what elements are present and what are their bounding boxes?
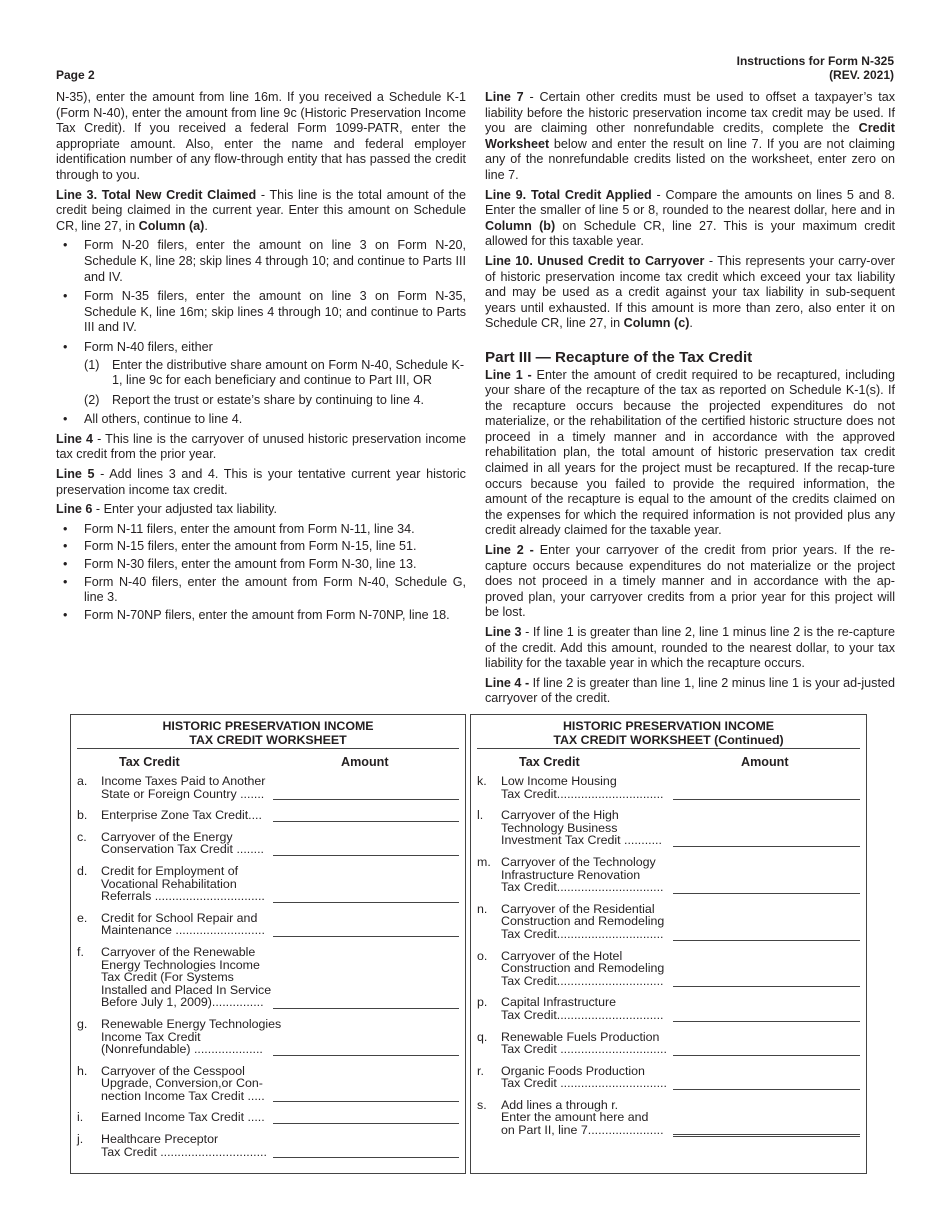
worksheet-row	[71, 1018, 465, 1056]
amount-entry-line[interactable]	[273, 799, 459, 800]
description-line: Income Tax Credit	[101, 1029, 201, 1044]
worksheet-right	[470, 714, 867, 1174]
list-item: • Form N-40 filers, enter the amount from Form N-40, Schedule G, line 3.	[63, 574, 466, 605]
amount-entry-line[interactable]	[273, 855, 459, 856]
row-letter: l.	[477, 808, 484, 823]
amount-entry-line[interactable]	[673, 846, 860, 847]
worksheet-rows	[471, 775, 866, 1137]
description-line: Capital Infrastructure	[501, 995, 617, 1010]
description-line: Infrastructure Renovation	[501, 867, 641, 882]
line5-paragraph: Line 5 - Add lines 3 and 4. This is your tentative current year historic preservation income tax credit.	[56, 467, 466, 497]
description-line: Earned Income Tax Credit .....	[101, 1110, 265, 1125]
description-line: Healthcare Preceptor	[101, 1132, 219, 1147]
list-item: • Form N-20 filers, enter the amount on line 3 on Form N-20, Schedule K, line 28; skip lines 4 through 10; and continue to Parts III and IV.	[63, 238, 466, 284]
row-letter: d.	[77, 863, 88, 878]
tax-credit-column-header: Tax Credit	[519, 755, 580, 769]
description-line: Carryover of the Hotel	[501, 948, 623, 963]
part3-line2-paragraph: Line 2 - Enter your carryover of the credit from prior years. If the re-capture occurs because expenditures do not materialize or the project does not proceed in a timely manner and in accordance with the ap-proved plan, your carryover credits from a prior year for this project will be lost.	[485, 543, 895, 620]
description-line: Technology Business	[501, 820, 618, 835]
bullet-icon: •	[63, 574, 68, 589]
worksheet-rows	[71, 775, 465, 1158]
worksheet-row	[471, 1031, 866, 1056]
row-description	[501, 950, 681, 988]
worksheet-row	[471, 996, 866, 1021]
row-description	[501, 1065, 681, 1090]
description-line: Enter the amount here and	[501, 1110, 649, 1125]
amount-entry-line[interactable]	[273, 1157, 459, 1158]
description-line: Carryover of the Residential	[501, 901, 655, 916]
description-line: Carryover of the Energy	[101, 829, 233, 844]
row-letter: h.	[77, 1063, 88, 1078]
amount-entry-line[interactable]	[273, 936, 459, 937]
description-line: Tax Credit...............................	[501, 880, 664, 895]
left-column	[56, 90, 466, 627]
amount-entry-line[interactable]	[673, 986, 860, 987]
worksheet-row	[71, 1111, 465, 1124]
amount-entry-line[interactable]	[273, 902, 459, 903]
row-letter: b.	[77, 808, 88, 823]
row-description	[101, 809, 281, 822]
description-line: Enterprise Zone Tax Credit....	[101, 808, 262, 823]
row-letter: e.	[77, 910, 88, 925]
row-letter: o.	[477, 948, 488, 963]
row-description	[101, 912, 281, 937]
worksheet-row	[471, 903, 866, 941]
amount-entry-line[interactable]	[273, 1008, 459, 1009]
worksheet-row	[71, 1065, 465, 1103]
row-letter: f.	[77, 944, 84, 959]
form-header	[737, 54, 894, 82]
description-line: Construction and Remodeling	[501, 961, 665, 976]
part3-heading: Part III — Recapture of the Tax Credit	[485, 348, 753, 366]
tax-credit-column-header: Tax Credit	[119, 755, 180, 769]
description-line: Low Income Housing	[501, 774, 617, 788]
list-item: • Form N-11 filers, enter the amount from Form N-11, line 34.	[63, 521, 415, 536]
row-description	[101, 1111, 281, 1124]
amount-entry-line[interactable]	[273, 1055, 459, 1056]
row-letter: a.	[77, 774, 88, 788]
amount-entry-line[interactable]	[273, 1123, 459, 1124]
line9-paragraph: Line 9. Total Credit Applied - Compare the amounts on lines 5 and 8. Enter the smaller of line 5 or 8, rounded to the nearest dollar, here and in Column (b) on Schedule CR, line 27. This is your maximum credit allowed for this taxable year.	[485, 187, 895, 249]
list-item: (1) Enter the distributive share amount on Form N-40, Schedule K-1, line 9c for each beneficiary and continue to Part III, OR	[84, 357, 465, 388]
bullet-icon: •	[63, 339, 68, 354]
bullet-icon: •	[63, 238, 68, 253]
row-description	[101, 1133, 281, 1158]
row-description	[101, 865, 281, 903]
description-line: Renewable Fuels Production	[501, 1029, 660, 1044]
description-line: Renewable Energy Technologies	[101, 1016, 282, 1031]
worksheet-row	[471, 775, 866, 800]
amount-column-header: Amount	[741, 755, 789, 769]
description-line: Credit for Employment of	[101, 863, 239, 878]
worksheet-row	[71, 912, 465, 937]
worksheet-title: HISTORIC PRESERVATION INCOME TAX CREDIT WORKSHEET	[77, 719, 459, 749]
description-line: Conservation Tax Credit ........	[101, 842, 264, 857]
part3-line1-paragraph: Line 1 - Enter the amount of credit required to be recaptured, including your share of the recapture of the tax as reported on Schedule K-1(s). If the recapture occurs because the projected expenditures do not materialize, or the rehabilitation of the certified historic structure does not proceed in a timely manner and in accordance with the approved rehabilitation plan, the total amount of historic preservation tax credit claimed in all years for the project must be recaptured. If the recap-ture occurs because you failed to provide the required information, the amount of the recapture is equal to the amount of the credits claimed on the expenses for which the required information is not provided plus any credit already claimed for the taxable year.	[485, 367, 895, 538]
amount-entry-line[interactable]	[673, 1089, 860, 1090]
row-letter: n.	[477, 901, 488, 916]
description-line: Tax Credit...............................	[501, 973, 664, 988]
description-line: State or Foreign Country .......	[101, 786, 265, 801]
worksheet-row	[471, 1099, 866, 1137]
n40-options	[56, 358, 466, 409]
row-description	[501, 809, 681, 847]
list-item: (2) Report the trust or estate’s share by continuing to line 4.	[84, 392, 424, 407]
line7-paragraph: Line 7 - Certain other credits must be used to offset a taxpayer’s tax liability before the historic preservation income tax credit may be used. If you are claiming other nonrefundable credits, complete the Credit Worksheet below and enter the result on line 7. If you are not claiming any of the nonrefundable credits listed on the worksheet, enter zero on line 7.	[485, 90, 895, 182]
line6-bullets	[56, 522, 466, 624]
part3-line4-paragraph: Line 4 - If line 2 is greater than line 1, line 2 minus line 1 is your ad-justed carryover of the credit.	[485, 675, 895, 706]
row-letter: j.	[77, 1132, 84, 1147]
amount-entry-line[interactable]	[273, 1101, 459, 1102]
list-item: • All others, continue to line 4.	[63, 412, 243, 427]
page-number: Page 2	[56, 68, 95, 82]
worksheet-row	[71, 809, 465, 822]
worksheet-row	[471, 809, 866, 847]
revision: (REV. 2021)	[829, 68, 894, 82]
description-line: Tax Credit ...............................	[101, 1144, 267, 1159]
worksheet-row	[71, 946, 465, 1009]
description-line: Maintenance ..........................	[101, 923, 265, 938]
row-description	[501, 996, 681, 1021]
description-line: Energy Technologies Income	[101, 957, 260, 972]
description-line: (Nonrefundable) ....................	[101, 1042, 263, 1057]
line10-paragraph: Line 10. Unused Credit to Carryover - This represents your carry-over of historic preservation income tax credit which exceed your tax liability and may be used as a credit against your tax liability in sub-sequent years until exhausted. If this amount is more than zero, also enter it on Schedule CR, line 27, in Column (c).	[485, 253, 895, 331]
description-line: Before July 1, 2009)...............	[101, 995, 264, 1010]
worksheet-row	[471, 950, 866, 988]
description-line: Tax Credit (For Systems	[101, 970, 234, 985]
bullet-icon: •	[63, 557, 68, 572]
worksheet-row	[471, 1065, 866, 1090]
description-line: Income Taxes Paid to Another	[101, 774, 266, 788]
row-letter: p.	[477, 995, 488, 1010]
worksheet-row	[71, 775, 465, 800]
worksheet-left	[70, 714, 466, 1174]
worksheet-row	[71, 865, 465, 903]
bullet-icon: •	[63, 289, 68, 304]
line6-paragraph: Line 6 - Enter your adjusted tax liability.	[56, 502, 277, 517]
description-line: on Part II, line 7......................	[501, 1123, 664, 1138]
description-line: nection Income Tax Credit .....	[101, 1088, 265, 1103]
row-letter: r.	[477, 1063, 484, 1078]
description-line: Upgrade, Conversion,or Con-	[101, 1076, 263, 1091]
description-line: Carryover of the Cesspool	[101, 1063, 245, 1078]
row-description	[101, 1018, 281, 1056]
description-line: Investment Tax Credit ...........	[501, 833, 662, 848]
row-description	[101, 946, 281, 1009]
description-line: Organic Foods Production	[501, 1063, 645, 1078]
list-item: • Form N-70NP filers, enter the amount from Form N-70NP, line 18.	[63, 607, 450, 622]
row-letter: c.	[77, 829, 87, 844]
amount-entry-line[interactable]	[673, 893, 860, 894]
row-letter: g.	[77, 1016, 88, 1031]
row-letter: s.	[477, 1097, 487, 1112]
row-description	[501, 856, 681, 894]
row-description	[501, 1031, 681, 1056]
line3-bullets	[56, 238, 466, 428]
bullet-icon: •	[63, 521, 68, 536]
bullet-icon: •	[63, 539, 68, 554]
list-item: • Form N-35 filers, enter the amount on line 3 on Form N-35, Schedule K, line 16m; skip lines 4 through 10; and continue to Parts III and IV.	[63, 289, 466, 335]
worksheet-row	[471, 856, 866, 894]
row-description	[101, 775, 281, 800]
list-item: • Form N-15 filers, enter the amount from Form N-15, line 51.	[63, 539, 417, 554]
description-line: Carryover of the High	[501, 808, 619, 823]
description-line: Vocational Rehabilitation	[101, 876, 237, 891]
description-line: Tax Credit...............................	[501, 926, 664, 941]
row-description	[501, 1099, 681, 1137]
worksheet-row	[71, 831, 465, 856]
form-title: Instructions for Form N-325	[736, 54, 894, 68]
description-line: Credit for School Repair and	[101, 910, 258, 925]
worksheet-title: HISTORIC PRESERVATION INCOME TAX CREDIT WORKSHEET (Continued)	[477, 719, 860, 749]
line3-label: Line 3. Total New Credit Claimed	[56, 187, 257, 202]
description-line: Tax Credit...............................	[501, 786, 664, 801]
amount-entry-line[interactable]	[273, 821, 459, 822]
amount-entry-line[interactable]	[673, 799, 860, 800]
right-column	[485, 90, 895, 711]
part3-line3-paragraph: Line 3 - If line 1 is greater than line 2, line 1 minus line 2 is the re-capture of the credit. Add this amount, rounded to the nearest dollar, to your tax liability for the taxable year in which the recapture occurs.	[485, 625, 895, 671]
worksheet-column-headers	[471, 755, 866, 775]
row-description	[501, 775, 681, 800]
line3-paragraph: Line 3. Total New Credit Claimed - This line is the total amount of the credit being claimed in the current year. Enter this amount on Schedule CR, line 27, in Column (a).	[56, 187, 466, 233]
row-description	[501, 903, 681, 941]
row-description	[101, 831, 281, 856]
description-line: Referrals ................................	[101, 889, 265, 904]
description-line: Carryover of the Technology	[501, 854, 656, 869]
amount-entry-line[interactable]	[673, 1134, 860, 1137]
description-line: Tax Credit ...............................	[501, 1076, 667, 1091]
bullet-icon: •	[63, 607, 68, 622]
row-letter: q.	[477, 1029, 488, 1044]
row-letter: m.	[477, 854, 491, 869]
list-item: • Form N-40 filers, either (1) Enter the distributive share amount on Form N-40, Schedule K-1, line 9c for each beneficiary and continue to Part III, OR (2) Report the trust or estate’s share by continuing to line 4.	[56, 340, 466, 408]
description-line: Tax Credit...............................	[501, 1007, 664, 1022]
amount-entry-line[interactable]	[673, 940, 860, 941]
description-line: Installed and Placed In Service	[101, 982, 272, 997]
intro-paragraph: N-35), enter the amount from line 16m. If you received a Schedule K-1 (Form N-40), enter the amount from line 9c (Historic Preservation Income Tax Credit). If you received a federal Form 1099-PATR, enter the appropriate amount. Also, enter the name and federal employer identification number of any flow-through entity that has passed the credit through to you.	[56, 90, 466, 182]
list-item: • Form N-30 filers, enter the amount from Form N-30, line 13.	[63, 557, 417, 572]
description-line: Tax Credit ...............................	[501, 1042, 667, 1057]
row-description	[101, 1065, 281, 1103]
description-line: Add lines a through r.	[501, 1097, 619, 1112]
description-line: Carryover of the Renewable	[101, 944, 256, 959]
worksheet-row	[71, 1133, 465, 1158]
amount-entry-line[interactable]	[673, 1055, 860, 1056]
line4-paragraph: Line 4 - This line is the carryover of unused historic preservation income tax credit from the prior year.	[56, 431, 466, 462]
worksheet-column-headers	[71, 755, 465, 775]
bullet-icon: •	[63, 412, 68, 427]
description-line: Construction and Remodeling	[501, 914, 665, 929]
row-letter: k.	[477, 774, 487, 788]
amount-column-header: Amount	[341, 755, 389, 769]
amount-entry-line[interactable]	[673, 1021, 860, 1022]
row-letter: i.	[77, 1110, 84, 1125]
